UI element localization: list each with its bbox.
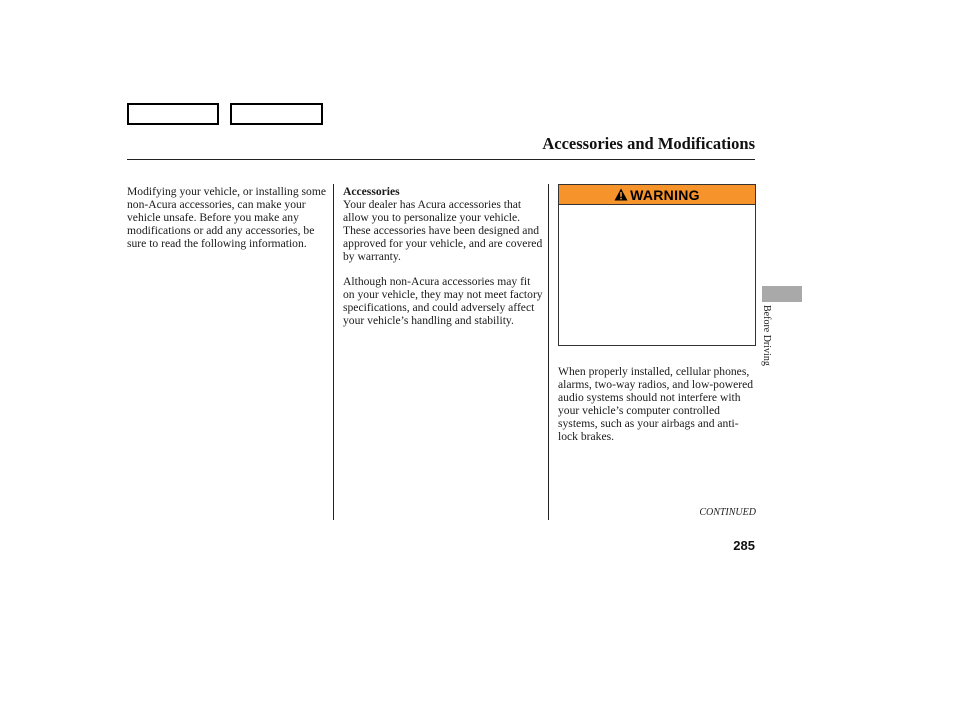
warning-label: WARNING: [630, 186, 700, 203]
accessories-heading: Accessories: [343, 185, 400, 198]
accessories-paragraph-1: Your dealer has Acura accessories that allow you to personalize your vehicle. These accessories have been designed and approved for your vehicle, and are covered by warranty.: [343, 198, 543, 263]
electronics-paragraph: When properly installed, cellular phones, alarms, two-way radios, and low-powered audio systems should not interfere with your vehicle’s computer controlled systems, such as your airbags and anti-lock brakes.: [558, 365, 754, 443]
warning-triangle-icon: [614, 188, 628, 201]
section-label: Before Driving: [761, 305, 772, 366]
section-tab[interactable]: [762, 286, 802, 302]
intro-paragraph: Modifying your vehicle, or installing some non-Acura accessories, can make your vehicle unsafe. Before you make any modifications or add any accessories, be sure to read the following information.: [127, 185, 326, 250]
page-title: Accessories and Modifications: [542, 134, 755, 153]
nav-button-index[interactable]: [230, 103, 323, 125]
column-divider-2: [548, 184, 549, 520]
nav-button-contents[interactable]: [127, 103, 219, 125]
warning-box: [558, 184, 756, 346]
column-divider-1: [333, 184, 334, 520]
accessories-paragraph-2: Although non-Acura accessories may fit on your vehicle, they may not meet factory specifications, and could adversely affect your vehicle’s handling and stability.: [343, 275, 543, 327]
warning-header: [559, 185, 755, 205]
page-number: 285: [733, 538, 755, 553]
title-divider: [127, 159, 755, 160]
continued-label: CONTINUED: [699, 507, 756, 518]
